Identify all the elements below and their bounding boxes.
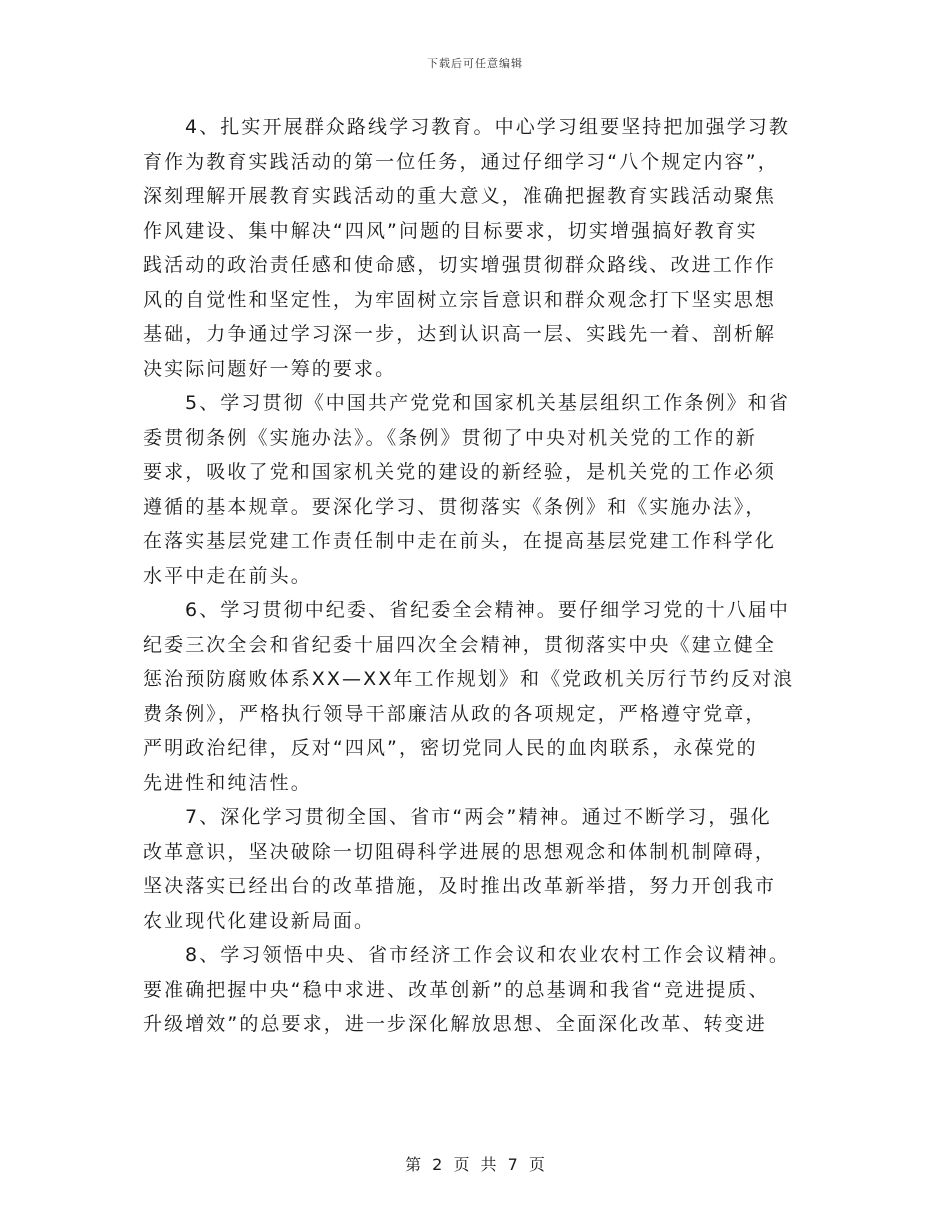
paragraph-line: 先进性和纯洁性。 (143, 771, 312, 794)
paragraph-first-line: 8、学习领悟中央、省市经济工作会议和农业农村工作会议精神。 (185, 944, 790, 966)
paragraph-first-line: 5、学习贯彻《中国共产党党和国家机关基层组织工作条例》和省 (185, 392, 790, 414)
paragraph-line: 严明政治纪律，反对“四风”，密切党同人民的血肉联系，永葆党的 (143, 737, 758, 759)
paragraph-line: 要求，吸收了党和国家机关党的建设的新经验，是机关党的工作必须 (143, 461, 777, 483)
page-header: 下载后可任意编辑 (427, 57, 523, 70)
paragraph-line: 遵循的基本规章。要深化学习、贯彻落实《条例》和《实施办法》， (143, 495, 767, 518)
paragraph-line: 改革意识，坚决破除一切阻碍科学进展的思想观念和体制机制障碍， (143, 840, 777, 863)
paragraph-line: 风的自觉性和坚定性，为牢固树立宗旨意识和群众观念打下坚实思想 (143, 288, 777, 311)
paragraph-first-line: 6、学习贯彻中纪委、省纪委全会精神。要仔细学习党的十八届中 (185, 599, 790, 621)
paragraph-first-line: 4、扎实开展群众路线学习教育。中心学习组要坚持把加强学习教 (185, 116, 790, 138)
document-body (143, 110, 807, 1042)
paragraph-line: 要准确把握中央“稳中求进、改革创新”的总基调和我省“竞进提质、 (143, 978, 770, 1001)
paragraph-line: 践活动的政治责任感和使命感，切实增强贯彻群众路线、改进工作作 (143, 254, 777, 276)
paragraph-line: 费条例》，严格执行领导干部廉洁从政的各项规定，严格遵守党章， (143, 702, 767, 725)
paragraph-line: 农业现代化建设新局面。 (143, 909, 376, 932)
paragraph-first-line: 7、深化学习贯彻全国、省市“两会”精神。通过不断学习，强化 (185, 806, 772, 828)
paragraph-line: 坚决落实已经出台的改革措施，及时推出改革新举措，努力开创我市 (143, 875, 777, 897)
paragraph-line: 作风建设、集中解决“四风”问题的目标要求，切实增强搞好教育实 (143, 219, 758, 242)
paragraph-line: 决实际问题好一筹的要求。 (143, 357, 397, 380)
paragraph-line: 委贯彻条例《实施办法》。《条例》贯彻了中央对机关党的工作的新 (143, 426, 758, 449)
paragraph-line: 惩治预防腐败体系XX—XX年工作规划》和《党政机关厉行节约反对浪 (143, 668, 795, 690)
paragraph-line: 升级增效”的总要求，进一步深化解放思想、全面深化改革、转变进 (143, 1013, 767, 1035)
paragraph-line: 育作为教育实践活动的第一位任务，通过仔细学习“八个规定内容”， (143, 150, 779, 173)
page-number: 第 2 页 共 7 页 (405, 1155, 545, 1174)
paragraph-line: 水平中走在前头。 (143, 564, 312, 587)
paragraph-line: 深刻理解开展教育实践活动的重大意义，准确把握教育实践活动聚焦 (143, 185, 777, 207)
paragraph-line: 纪委三次全会和省纪委十届四次全会精神，贯彻落实中央《建立健全 (143, 633, 777, 656)
paragraph-line: 基础，力争通过学习深一步，达到认识高一层、实践先一着、剖析解 (143, 323, 777, 345)
paragraph-line: 在落实基层党建工作责任制中走在前头，在提高基层党建工作科学化 (143, 530, 777, 552)
